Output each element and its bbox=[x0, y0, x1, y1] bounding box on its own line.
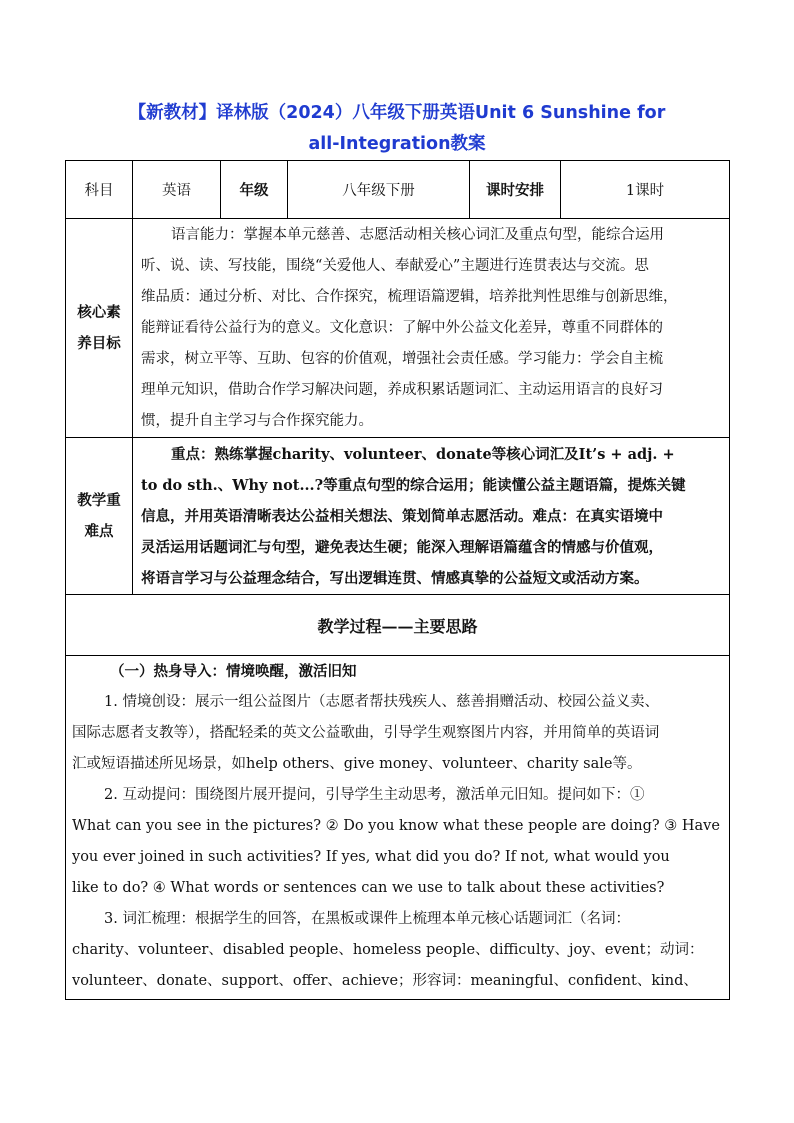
key-points-row bbox=[66, 438, 730, 595]
hours-label: 课时安排 bbox=[470, 161, 561, 219]
text-line: 国际志愿者支教等），搭配轻柔的英文公益歌曲，引导学生观察图片内容，并用简单的英语词 bbox=[72, 725, 660, 741]
document-title bbox=[110, 98, 684, 160]
text-line: 1. 情境创设：展示一组公益图片（志愿者帮扶残疾人、慈善捐赠活动、校园公益义卖、 bbox=[104, 694, 659, 710]
text-line: What can you see in the pictures? ② Do you know what these people are doing? ③ Have bbox=[72, 818, 720, 834]
core-competency-row bbox=[66, 219, 730, 438]
title-line-2: all-Integration教案 bbox=[308, 134, 486, 154]
lesson-plan-table bbox=[65, 160, 730, 1000]
title-line-1: 【新教材】译林版（2024）八年级下册英语Unit 6 Sunshine for bbox=[128, 103, 666, 123]
text-line: 灵活运用话题词汇与句型，避免表达生硬；能深入理解语篇蕴含的情感与价值观， bbox=[141, 538, 663, 556]
key-points-content bbox=[133, 438, 730, 595]
core-competency-label: 核心素 养目标 bbox=[66, 219, 133, 438]
text-line: 听、说、读、写技能，围绕“关爱他人、奉献爱心”主题进行连贯表达与交流。思 bbox=[141, 257, 649, 274]
process-body-row bbox=[66, 656, 730, 1000]
process-body bbox=[66, 656, 730, 1000]
section-heading: （一）热身导入：情境唤醒，激活旧知 bbox=[110, 663, 357, 680]
text-line: 将语言学习与公益理念结合，写出逻辑连贯、情感真挚的公益短文或活动方案。 bbox=[141, 569, 649, 587]
process-title-row bbox=[66, 595, 730, 656]
subject-value: 英语 bbox=[133, 161, 221, 219]
text-line: 3. 词汇梳理：根据学生的回答，在黑板或课件上梳理本单元核心话题词汇（名词： bbox=[104, 911, 630, 927]
core-competency-content bbox=[133, 219, 730, 438]
text-line: 维品质：通过分析、对比、合作探究，梳理语篇逻辑，培养批判性思维与创新思维， bbox=[141, 288, 678, 305]
hours-value: 1课时 bbox=[561, 161, 730, 219]
process-title: 教学过程——主要思路 bbox=[66, 595, 730, 656]
grade-label: 年级 bbox=[221, 161, 288, 219]
text-line: volunteer、donate、support、offer、achieve；形容词：meaningful、confident、kind、 bbox=[72, 973, 698, 989]
key-points-label: 教学重 难点 bbox=[66, 438, 133, 595]
text-line: 汇或短语描述所见场景，如help others、give money、volunteer、charity sale等。 bbox=[72, 756, 642, 772]
text-line: 信息，并用英语清晰表达公益相关想法、策划简单志愿活动。难点：在真实语境中 bbox=[141, 507, 663, 525]
text-line: 需求，树立平等、互助、包容的价值观，增强社会责任感。学习能力：学会自主梳 bbox=[141, 350, 663, 367]
text-line: to do sth.、Why not...?等重点句型的综合运用；能读懂公益主题语篇，提炼关键 bbox=[141, 476, 686, 494]
text-line: 惯，提升自主学习与合作探究能力。 bbox=[141, 412, 373, 429]
text-line: 能辩证看待公益行为的意义。文化意识：了解中外公益文化差异，尊重不同群体的 bbox=[141, 319, 663, 336]
text-line: charity、volunteer、disabled people、homeless people、difficulty、joy、event；动词： bbox=[72, 942, 704, 958]
subject-label: 科目 bbox=[66, 161, 133, 219]
text-line: 理单元知识，借助合作学习解决问题，养成积累话题词汇、主动运用语言的良好习 bbox=[141, 381, 663, 398]
grade-value: 八年级下册 bbox=[288, 161, 470, 219]
text-line: 2. 互动提问：围绕图片展开提问，引导学生主动思考，激活单元旧知。提问如下：① bbox=[104, 787, 645, 803]
text-line: 语言能力：掌握本单元慈善、志愿活动相关核心词汇及重点句型，能综合运用 bbox=[171, 226, 664, 243]
text-line: 重点：熟练掌握charity、volunteer、donate等核心词汇及It’s + adj. + bbox=[171, 445, 675, 463]
header-row bbox=[66, 161, 730, 219]
text-line: like to do? ④ What words or sentences can we use to talk about these activities? bbox=[72, 880, 665, 896]
text-line: you ever joined in such activities? If yes, what did you do? If not, what would you bbox=[72, 849, 670, 865]
